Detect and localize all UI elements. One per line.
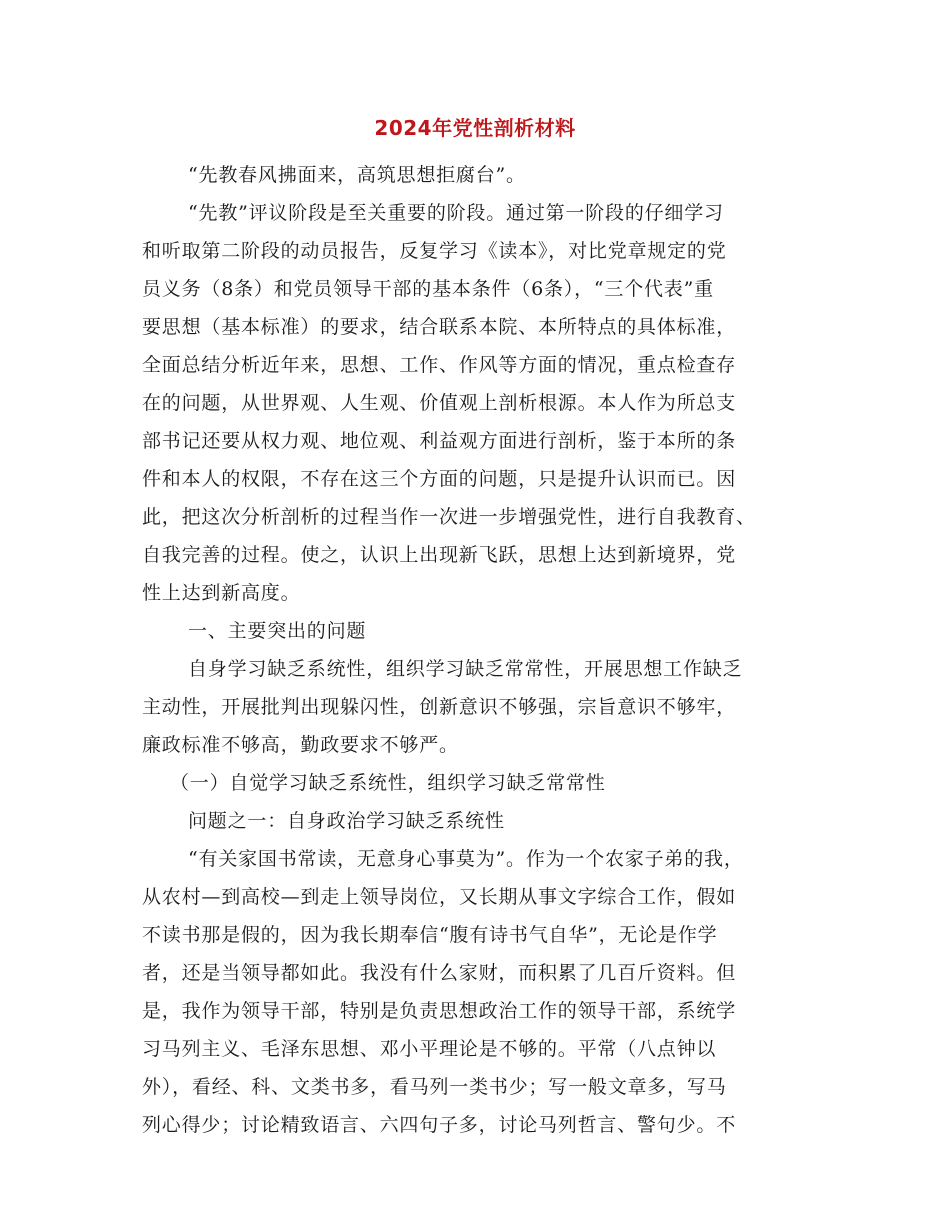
paragraph-line: “先教春风拂面来，高筑思想拒腐台”。 (188, 164, 526, 186)
paragraph-line: 列心得少；讨论精致语言、六四句子多，讨论马列哲言、警句少。不 (142, 1114, 737, 1136)
paragraph-line: 和听取第二阶段的动员报告，反复学习《读本》，对比党章规定的党 (142, 240, 727, 262)
paragraph-line: 自我完善的过程。使之，认识上出现新飞跃，思想上达到新境界，党 (142, 544, 737, 566)
problem-heading: 问题之一：自身政治学习缺乏系统性 (188, 810, 505, 832)
paragraph-line: “有关家国书常读，无意身心事莫为”。作为一个农家子弟的我， (188, 848, 744, 870)
paragraph-line: 者，还是当领导都如此。我没有什么家财，而积累了几百斤资料。但 (142, 962, 737, 984)
document-title: 2024年党性剖析材料 (374, 116, 576, 140)
paragraph-line: 性上达到新高度。 (142, 582, 301, 604)
paragraph-line: 此，把这次分析剖析的过程当作一次进一步增强党性，进行自我教育、 (142, 506, 756, 528)
paragraph-line: 在的问题，从世界观、人生观、价值观上剖析根源。本人作为所总支 (142, 392, 737, 414)
section-heading: 一、主要突出的问题 (188, 620, 367, 642)
paragraph-line: 习马列主义、毛泽东思想、邓小平理论是不够的。平常（八点钟以 (142, 1038, 717, 1060)
paragraph-line: 自身学习缺乏系统性，组织学习缺乏常常性，开展思想工作缺乏 (188, 658, 743, 680)
paragraph-line: 外），看经、科、文类书多，看马列一类书少；写一般文章多，写马 (142, 1076, 727, 1098)
paragraph-line: “先教”评议阶段是至关重要的阶段。通过第一阶段的仔细学习 (188, 202, 724, 224)
paragraph-line: 部书记还要从权力观、地位观、利益观方面进行剖析，鉴于本所的条 (142, 430, 737, 452)
paragraph-line: 要思想（基本标准）的要求，结合联系本院、本所特点的具体标准， (142, 316, 737, 338)
paragraph-line: 从农村—到高校—到走上领导岗位，又长期从事文字综合工作，假如 (142, 886, 737, 908)
paragraph-line: 全面总结分析近年来，思想、工作、作风等方面的情况，重点检查存 (142, 354, 737, 376)
paragraph-line: 是，我作为领导干部，特别是负责思想政治工作的领导干部，系统学 (142, 1000, 737, 1022)
paragraph-line: 主动性，开展批判出现躲闪性，创新意识不够强，宗旨意识不够牢， (142, 696, 737, 718)
paragraph-line: 件和本人的权限，不存在这三个方面的问题，只是提升认识而已。因 (142, 468, 737, 490)
paragraph-line: 廉政标准不够高，勤政要求不够严。 (142, 734, 459, 756)
subsection-heading: （一）自觉学习缺乏系统性，组织学习缺乏常常性 (170, 772, 606, 794)
paragraph-line: 员义务（8条）和党员领导干部的基本条件（6条），“三个代表”重 (142, 278, 714, 300)
paragraph-line: 不读书那是假的，因为我长期奉信“腹有诗书气自华”，无论是作学 (142, 924, 718, 946)
